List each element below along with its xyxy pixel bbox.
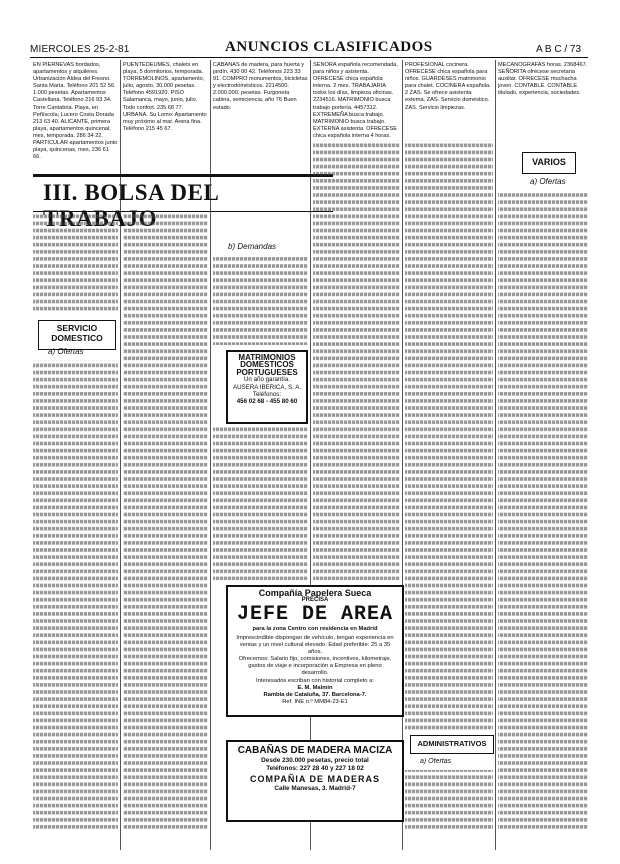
section-title: III. BOLSA DEL	[43, 180, 219, 205]
papelera-body3: Interesados escriban con historial completo a:	[256, 678, 374, 685]
matrimonios-ad-line1: MATRIMONIOS	[238, 353, 296, 362]
classified-column-6-top: MECANOGRAFAS horas. 2368467. SEÑORITA ofrécese secretaria auxiliar. OFRECESE muchacha joven. CONTABLE. CONTABLE titulado, experiencia, sociedades.	[498, 62, 588, 97]
header-page-number: A B C / 73	[536, 44, 582, 55]
varios-label: VARIOS	[532, 157, 566, 167]
matrimonios-ad-line4: Un año garantía.	[243, 376, 291, 384]
classified-column-4: SENORA española recomendada, para niños y asistenta. OFRECESE chica española interna. 2 mes. TRABAJARIA todos los días, limpieza oficinas. 2234516. MATRIMONIO busca trabajo portería. 4457312. EXTREMEÑA busca trabajo. MATRIMONIO busca trabajo. EXTERNA asistenta. OFRECESE chica española interna 4 horas.	[313, 62, 398, 139]
matrimonios-ad-line2: DOMESTICOS	[240, 360, 294, 370]
administrativos-label: ADMINISTRATIVOS	[417, 739, 487, 748]
matrimonios-ad-line5: AUSERA IBERICA, S. A.	[232, 383, 302, 391]
classified-column-1-top: EN PIERNEVAS bordados, apartamentos y alquileres. Urbanización Aldea del Fresno. Santa Marta. Teléfono 201 52 56. 1.000 pesetas. Apartamentos Castellana. Teléfono 216 93 34. Torre Cantabria. Playa, en Peñíscola; Lucero Costa Dorada 213 63 40. ALICANTE, primera playa, apartamentos quincenal, mes, temporada. 286 34 22. PARTICULAR apartamentos junto playa, quincenas, mes, 236 61 66.	[33, 62, 118, 161]
demandas-label: b) Demandas	[228, 243, 277, 251]
header-section-title: ANUNCIOS CLASIFICADOS	[225, 39, 433, 55]
varios-ofertas-label: a) Ofertas	[530, 178, 566, 186]
papelera-precisa: PRECISA	[301, 596, 329, 603]
cabanas-line1: Desde 230.000 pesetas, precio total	[261, 757, 369, 764]
papelera-title: JEFE DE AREA	[236, 602, 394, 626]
servicio-domestico-label: SERVICIO DOMESTICO	[51, 323, 103, 343]
papelera-ref: Ref. INE n.º MM84-23-E1	[282, 698, 348, 705]
administrativos-ofertas-label: a) Ofertas	[420, 758, 452, 765]
ofertas-label: a) Ofertas	[48, 348, 84, 356]
classified-column-3-top: CABAÑAS de madera, para huerta y jardín. 430 00 42. Teléfonos 223 33 91. COMPRO monumentos, bicicletas y electrodomésticos. 2214500. 2.000.000, pesetas. Furgoneta cabina, semiciencia, año 76 Buen estado.	[213, 62, 308, 111]
papelera-body2: Ofrecemos: Salario fijo, comisiones, incentivos, kilometraje, gastos de viaje e incorporación a Empresa en pleno desarrollo.	[238, 656, 392, 677]
matrimonios-ad-line7: 456 02 68 - 455 80 60	[236, 398, 298, 406]
cabanas-line4: Calle Manesas, 3. Madrid-7	[274, 785, 356, 792]
papelera-subtitle: para la zona Centro con residencia en Madrid	[252, 625, 378, 632]
header-date: MIERCOLES 25-2-81	[30, 44, 130, 55]
papelera-contact: E. M. Malmin	[297, 685, 333, 692]
cabanas-line2: Teléfonos: 227 28 40 y 227 18 02	[266, 765, 364, 772]
papelera-company: Compañía Papelera Sueca	[258, 588, 372, 598]
classified-column-5: PROFESIONAL cocinera. OFRECESE chica española para niños. GUARDESES matrimonio para chalet. COCINERA española. 2 ZAS. Se ofrece asistenta externa. ZAS. Servicio doméstico. ZAS. Servicio limpiezas.	[405, 62, 491, 111]
papelera-address: Rambla de Cataluña, 37. Barcelona-7.	[263, 691, 367, 698]
cabanas-title: CABAÑAS DE MADERA MACIZA	[237, 745, 393, 756]
cabanas-line3: COMPAÑIA DE MADERAS	[249, 774, 380, 784]
matrimonios-ad-line3: PORTUGUESES	[236, 367, 298, 377]
classified-column-2-top: PUENTEDEUMES, chalets en playa, 5 dormitorios, temporada. TORREMOLINOS, apartamento, julio, agosto, 30.000 pesetas. Teléfono 4591920. PISO Salamanca, mayo, junio, julio. Todo confort. 235 68 77. URBANA. Su Lomo: Apartamento muy próximo al mar. Arena fina. Teléfono 215 45 67.	[123, 62, 207, 132]
papelera-body1: Imprescindible dispongan de vehículo, tengan experiencia en ventas y un nivel cultural elevado. Edad preferible: 25 a 35 años.	[236, 634, 394, 655]
matrimonios-ad-line6: Teléfonos:	[252, 391, 282, 399]
